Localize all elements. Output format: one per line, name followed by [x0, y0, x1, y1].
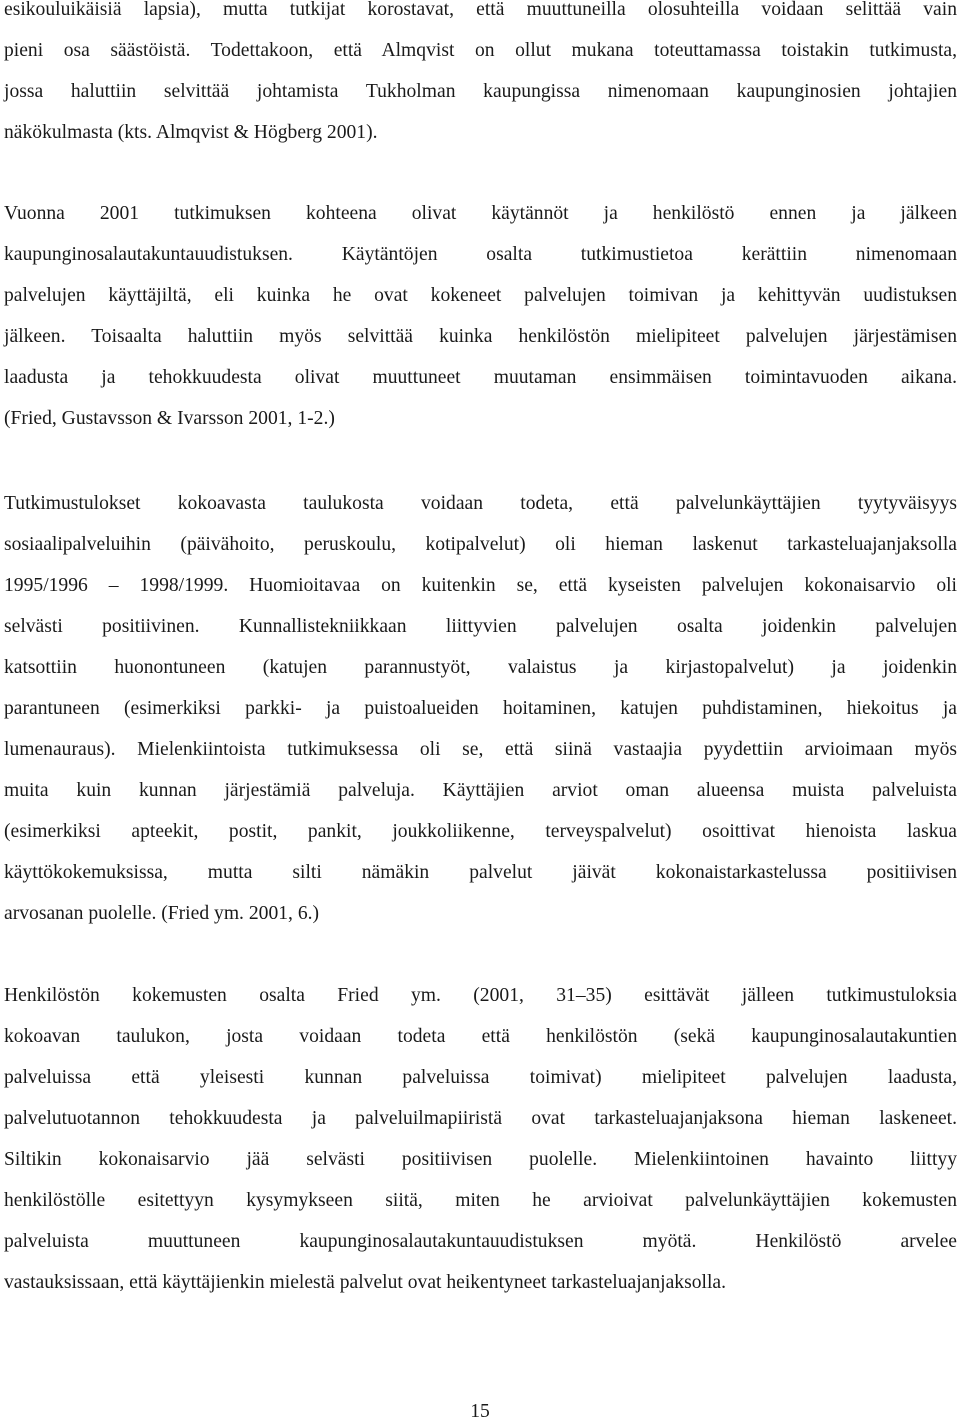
page-number: 15 [470, 1401, 490, 1422]
paragraph-3 [4, 483, 957, 934]
paragraph-line: selvästi positiivinen. Kunnallistekniikkaan liittyvien palvelujen osalta joidenkin palvelujen [4, 616, 957, 637]
paragraph-line: henkilöstölle esitettyyn kysymykseen siitä, miten he arvioivat palvelunkäyttäjien kokemusten [4, 1190, 957, 1211]
paragraph-line: muita kuin kunnan järjestämiä palveluja. Käyttäjien arviot oman alueensa muista palveluista [4, 780, 957, 801]
paragraph-line: kaupunginosalautakuntauudistuksen. Käytäntöjen osalta tutkimustietoa kerättiin nimenomaan [4, 244, 957, 265]
paragraph-line: laadusta ja tehokkuudesta olivat muuttuneet muutaman ensimmäisen toimintavuoden aikana. [4, 367, 957, 388]
paragraph-line: 1995/1996 – 1998/1999. Huomioitavaa on kuitenkin se, että kyseisten palvelujen kokonaisarvio oli [4, 575, 957, 596]
paragraph-line: näkökulmasta (kts. Almqvist & Högberg 2001). [4, 122, 378, 143]
paragraph-line: Siltikin kokonaisarvio jää selvästi positiivisen puolelle. Mielenkiintoinen havainto liittyy [4, 1149, 957, 1170]
paragraph-line: sosiaalipalveluihin (päivähoito, peruskoulu, kotipalvelut) oli hieman laskenut tarkasteluajanjaksolla [4, 534, 957, 555]
paragraph-line: katsottiin huonontuneen (katujen parannustyöt, valaistus ja kirjastopalvelut) ja joidenkin [4, 657, 957, 678]
paragraph-line: (esimerkiksi apteekit, postit, pankit, joukkoliikenne, terveyspalvelut) osoittivat hienoista laskua [4, 821, 957, 842]
paragraph-line: palvelujen käyttäjiltä, eli kuinka he ovat kokeneet palvelujen toimivan ja kehittyvän uudistuksen [4, 285, 957, 306]
paragraph-line: pieni osa säästöistä. Todettakoon, että Almqvist on ollut mukana toteuttamassa toistakin tutkimusta, [4, 40, 957, 61]
paragraph-line: jossa haluttiin selvittää johtamista Tukholman kaupungissa nimenomaan kaupunginosien johtajien [4, 81, 957, 102]
paragraph-line: vastauksissaan, että käyttäjienkin mielestä palvelut ovat heikentyneet tarkasteluajanjaksolla. [4, 1272, 727, 1293]
paragraph-line: lumenauraus). Mielenkiintoista tutkimuksessa oli se, että siinä vastaajia pyydettiin arvioimaan myös [4, 739, 957, 760]
paragraph-line: esikouluikäisiä lapsia), mutta tutkijat korostavat, että muuttuneilla olosuhteilla voidaan selittää vain [4, 0, 957, 20]
paragraph-line: Henkilöstön kokemusten osalta Fried ym. (2001, 31–35) esittävät jälleen tutkimustuloksia [4, 985, 957, 1006]
paragraph-line: arvosanan puolelle. (Fried ym. 2001, 6.) [4, 903, 320, 924]
paragraph-line: palveluissa että yleisesti kunnan palveluissa toimivat) mielipiteet palvelujen laadusta, [4, 1067, 957, 1088]
paragraph-line: palvelutuotannon tehokkuudesta ja palveluilmapiiristä ovat tarkasteluajanjaksona hieman laskeneet. [4, 1108, 957, 1129]
paragraph-line: parantuneen (esimerkiksi parkki- ja puistoalueiden hoitaminen, katujen puhdistaminen, hiekoitus ja [4, 698, 957, 719]
paragraph-1 [4, 0, 957, 153]
paragraph-2 [4, 193, 957, 439]
paragraph-line: (Fried, Gustavsson & Ivarsson 2001, 1-2.) [4, 408, 335, 429]
paragraph-4 [4, 975, 957, 1303]
paragraph-line: palveluista muuttuneen kaupunginosalautakuntauudistuksen myötä. Henkilöstö arvelee [4, 1231, 957, 1252]
paragraph-line: käyttökokemuksissa, mutta silti nämäkin palvelut jäivät kokonaistarkastelussa positiivisen [4, 862, 957, 883]
paragraph-line: Vuonna 2001 tutkimuksen kohteena olivat käytännöt ja henkilöstö ennen ja jälkeen [4, 203, 957, 224]
paragraph-line: jälkeen. Toisaalta haluttiin myös selvittää kuinka henkilöstön mielipiteet palvelujen järjestämisen [4, 326, 957, 347]
paragraph-line: Tutkimustulokset kokoavasta taulukosta voidaan todeta, että palvelunkäyttäjien tyytyväisyys [4, 493, 957, 514]
paragraph-line: kokoavan taulukon, josta voidaan todeta että henkilöstön (sekä kaupunginosalautakuntien [4, 1026, 957, 1047]
